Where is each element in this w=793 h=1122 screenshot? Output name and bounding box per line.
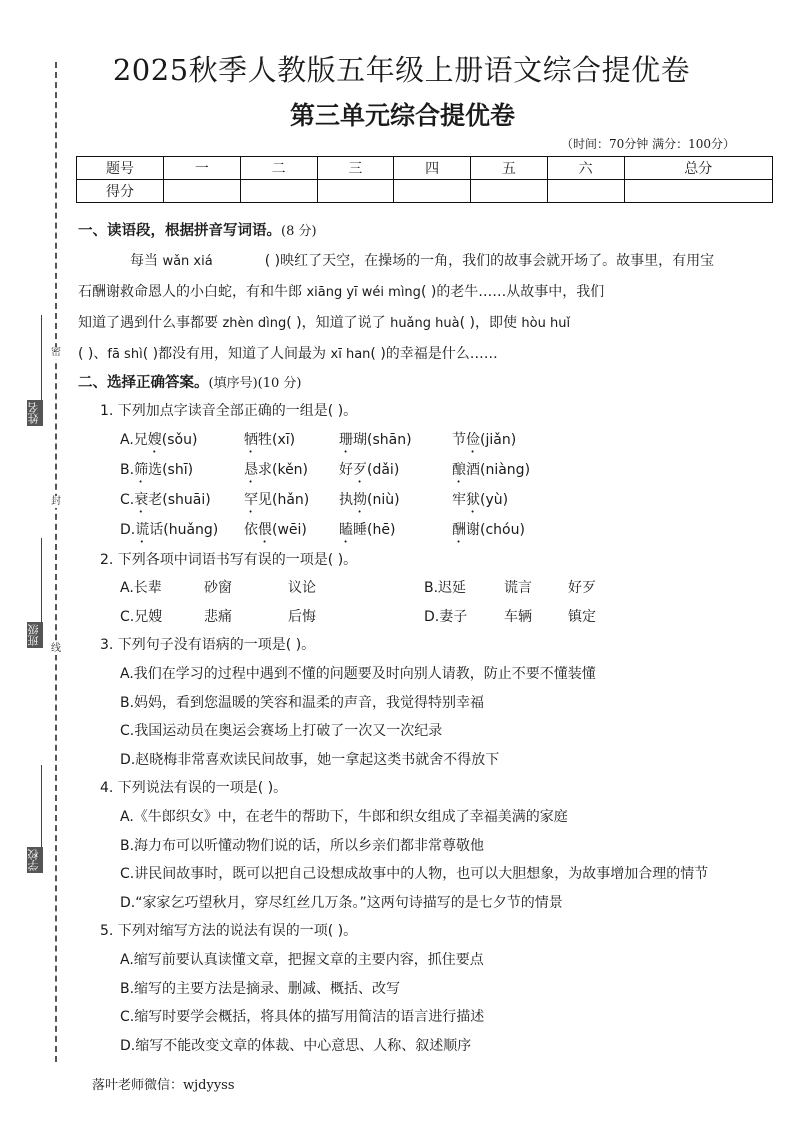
option-item: 珊瑚(shān) <box>339 431 412 448</box>
option-row-c[interactable] <box>120 486 778 516</box>
pinyin: xiāng yī wéi mìng <box>306 285 421 300</box>
answer-blank[interactable]: ( ) <box>78 346 94 362</box>
pinyin: (xī) <box>272 431 296 448</box>
pinyin: (dǎi) <box>367 461 400 478</box>
name-label: 姓名 <box>27 400 43 426</box>
score-input-cell[interactable] <box>240 180 317 203</box>
answer-blank[interactable]: ( ) <box>264 253 281 269</box>
option-label: A. <box>120 431 134 448</box>
pinyin: (wēi) <box>272 521 307 538</box>
pinyin: (shuāi) <box>162 491 211 508</box>
exam-info: （时间：70分钟 满分：100分） <box>561 137 735 151</box>
binding-char-xian: 线 <box>48 643 64 655</box>
option-item: 瞌睡(hē) <box>339 521 396 538</box>
text-fragment: 每当 <box>130 253 163 269</box>
question-5-stem: 5. 下列对缩写方法的说法有误的一项( )。 <box>100 923 358 940</box>
pinyin: (shī) <box>162 461 194 478</box>
score-table-score-row <box>77 180 773 203</box>
option-word: 谎言 <box>504 580 532 597</box>
option-b[interactable]: B.缩写的主要方法是摘录、删减、概括、改写 <box>120 980 401 997</box>
option-d[interactable]: D.“家家乞巧望秋月，穿尽红丝几万条。”这两句诗描写的是七夕节的情景 <box>120 894 563 911</box>
question-3-stem: 3. 下列句子没有语病的一项是( )。 <box>100 637 316 654</box>
section-1-heading <box>78 218 778 245</box>
score-input-cell[interactable] <box>394 180 471 203</box>
option-item: C.衰老(shuāi) <box>120 491 211 508</box>
question-2-stem: 2. 下列各项中词语书写有误的一项是( )。 <box>100 551 358 568</box>
score-header-cell: 五 <box>471 157 548 180</box>
pinyin: (shān) <box>367 431 412 448</box>
pinyin: fā shì <box>107 347 143 362</box>
name-write-line[interactable] <box>41 315 42 400</box>
answer-blank[interactable]: ( ) <box>420 284 437 300</box>
option-a[interactable]: A.缩写前要认真读懂文章，把握文章的主要内容，抓住要点 <box>120 951 484 968</box>
footer-contact: 落叶老师微信：wjdyyss <box>92 1078 235 1093</box>
score-header-cell: 二 <box>240 157 317 180</box>
option-word: 车辆 <box>504 608 532 625</box>
text-fragment: 都没有用，知道了人间最为 <box>158 346 331 362</box>
option-row-ab[interactable] <box>120 574 778 603</box>
section-1-points: (8 分) <box>281 224 317 239</box>
score-header-cell: 题号 <box>77 157 164 180</box>
pinyin: (hǎn) <box>272 491 310 508</box>
answer-blank[interactable]: ( ) <box>286 315 302 331</box>
score-input-cell[interactable] <box>471 180 548 203</box>
binding-dashed-line <box>55 62 57 1062</box>
pinyin: xī han <box>330 347 371 362</box>
score-header-cell: 四 <box>394 157 471 180</box>
question-1-stem: 1. 下列加点字读音全部正确的一组是( )。 <box>100 403 358 419</box>
option-item: 好歹(dǎi) <box>339 461 400 478</box>
option-item: B.筛选(shī) <box>120 461 194 478</box>
option-word: 镇定 <box>568 608 596 625</box>
text-fragment: 映红了天空，在操场的一角，我们的故事会就开场了。故事里，有用宝 <box>280 253 715 269</box>
section-1-paragraph-line <box>78 340 778 369</box>
score-header-cell: 总分 <box>624 157 773 180</box>
text-fragment: 、 <box>93 346 108 362</box>
answer-blank[interactable]: ( ) <box>142 346 159 362</box>
exam-content <box>78 218 778 1060</box>
option-row-b[interactable] <box>120 456 778 486</box>
section-2-heading <box>78 370 778 397</box>
option-word: B.迟延 <box>424 580 467 597</box>
pinyin: hòu huǐ <box>521 316 571 331</box>
option-item: 执拗(niù) <box>339 491 400 508</box>
score-input-cell[interactable] <box>317 180 394 203</box>
option-a[interactable]: A.我们在学习的过程中遇到不懂的问题要及时向别人请教，防止不要不懂装懂 <box>120 665 596 682</box>
option-row-a[interactable] <box>120 426 778 456</box>
main-title: 2025秋季人教版五年级上册语文综合提优卷 <box>112 53 691 87</box>
option-word: 好歹 <box>568 580 596 597</box>
option-c[interactable]: C.缩写时要学会概括，将具体的描写用简洁的语言进行描述 <box>120 1009 485 1026</box>
class-write-line[interactable] <box>41 538 42 622</box>
pinyin: (niù) <box>367 491 400 508</box>
pinyin: (kěn) <box>272 461 309 478</box>
answer-blank[interactable]: ( ) <box>370 346 386 362</box>
option-item: 酿酒(niàng) <box>452 461 531 478</box>
binding-char-feng: 封 <box>48 496 64 508</box>
question-4-stem: 4. 下列说法有误的一项是( )。 <box>100 780 288 797</box>
option-item: 恳求(kěn) <box>244 461 309 478</box>
option-label: B. <box>120 461 135 478</box>
score-row-label: 得分 <box>77 180 164 203</box>
school-label: 学校 <box>27 847 43 873</box>
option-word: D.妻子 <box>424 608 468 625</box>
option-item: 依偎(wēi) <box>244 521 307 538</box>
section-1-title: 一、读语段，根据拼音写词语。 <box>78 223 281 239</box>
text-fragment: 的老牛……从故事中，我们 <box>436 284 605 300</box>
option-b[interactable]: B.海力布可以听懂动物们说的话，所以乡亲们都非常尊敬他 <box>120 837 485 854</box>
option-item: 酬谢(chóu) <box>452 521 525 538</box>
option-row-d[interactable] <box>120 516 778 546</box>
question-1-options <box>120 426 778 546</box>
option-item: 牺牲(xī) <box>244 431 296 448</box>
class-label: 班级 <box>27 622 43 648</box>
option-word: 砂窗 <box>204 580 232 597</box>
score-table-header-row <box>77 157 773 180</box>
option-c[interactable]: C.讲民间故事时，既可以把自己设想成故事中的人物，也可以大胆想象，为故事增加合理的情节 <box>120 866 709 883</box>
option-c[interactable]: C.我国运动员在奥运会赛场上打破了一次又一次纪录 <box>120 723 443 740</box>
text-fragment: ，知道了说了 <box>301 315 391 331</box>
pinyin: (chóu) <box>480 521 525 538</box>
option-item: 罕见(hǎn) <box>244 491 310 508</box>
pinyin: (yù) <box>480 491 509 508</box>
option-d[interactable]: D.赵晓梅非常喜欢读民间故事，她一拿起这类书就舍不得放下 <box>120 751 500 768</box>
pinyin: (jiǎn) <box>480 431 517 448</box>
option-b[interactable]: B.妈妈，看到您温暖的笑容和温柔的声音，我觉得特别幸福 <box>120 694 485 711</box>
option-item: A.兄嫂(sǒu) <box>120 431 198 448</box>
option-item: 牢狱(yù) <box>452 491 509 508</box>
section-2-note: (填序号)(10 分) <box>208 376 302 391</box>
option-label: C. <box>120 491 135 508</box>
score-input-cell[interactable] <box>164 180 241 203</box>
pinyin: (niàng) <box>480 461 531 478</box>
pinyin: wǎn xiá <box>162 254 213 269</box>
section-2-title: 二、选择正确答案。 <box>78 375 209 391</box>
option-word: 后悔 <box>288 608 316 625</box>
section-1-paragraph-line <box>78 278 778 307</box>
pinyin: huǎng huà <box>390 316 460 331</box>
question-2-options <box>120 574 778 631</box>
option-word: 悲痛 <box>204 608 232 625</box>
text-fragment: 知道了遇到什么事都要 <box>78 315 223 331</box>
pinyin: (huǎng) <box>163 521 219 538</box>
pinyin: (sǒu) <box>161 431 198 448</box>
text-fragment: ，即使 <box>474 315 522 331</box>
option-word: C.兄嫂 <box>120 608 163 625</box>
score-table <box>76 156 773 203</box>
pinyin: zhèn dìng <box>222 316 287 331</box>
section-1-paragraph <box>78 247 778 276</box>
sub-title: 第三单元综合提优卷 <box>289 101 515 130</box>
option-a[interactable]: A.《牛郎织女》中，在老牛的帮助下，牛郎和织女组成了幸福美满的家庭 <box>120 808 568 825</box>
text-fragment: 的幸福是什么…… <box>385 346 498 362</box>
option-item: D.谎话(huǎng) <box>120 521 219 538</box>
school-write-line[interactable] <box>41 765 42 847</box>
score-header-cell: 一 <box>164 157 241 180</box>
option-row-cd[interactable] <box>120 603 778 632</box>
option-d[interactable]: D.缩写不能改变文章的体裁、中心意思、人称、叙述顺序 <box>120 1037 472 1054</box>
answer-blank[interactable]: ( ) <box>459 315 475 331</box>
binding-char-mi: 密 <box>48 347 64 359</box>
option-label: D. <box>120 521 136 538</box>
option-item: 节俭(jiǎn) <box>452 431 517 448</box>
pinyin: (hē) <box>367 521 396 538</box>
section-1-paragraph-line <box>78 309 778 338</box>
score-input-cell[interactable] <box>547 180 624 203</box>
score-input-cell[interactable] <box>624 180 773 203</box>
text-fragment: 石酬谢救命恩人的小白蛇，有和牛郎 <box>78 284 307 300</box>
score-header-cell: 六 <box>547 157 624 180</box>
score-header-cell: 三 <box>317 157 394 180</box>
option-word: 议论 <box>288 580 316 597</box>
option-word: A.长辈 <box>120 580 162 597</box>
